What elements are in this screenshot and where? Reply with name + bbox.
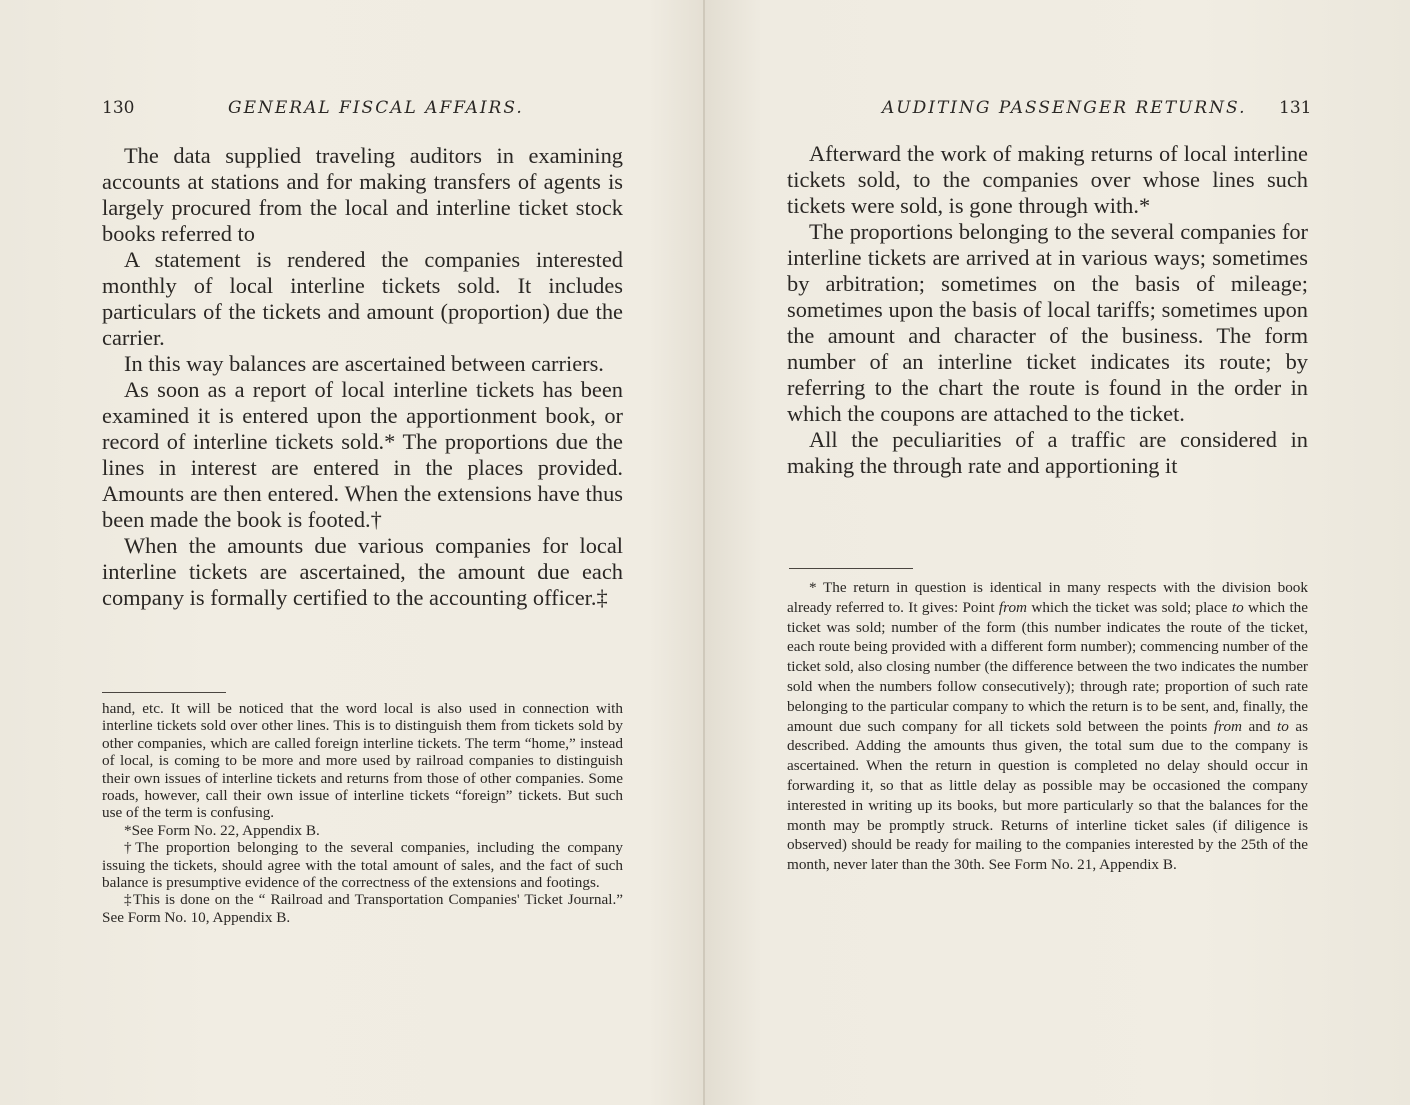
paragraph: When the amounts due various companies for local interline tickets are ascertained, the amount due each company is formally certified to the accounting officer.‡ <box>102 533 623 610</box>
footnote-rule <box>102 692 226 693</box>
running-head: GENERAL FISCAL AFFAIRS. <box>228 98 524 118</box>
paragraph: As soon as a report of local interline tickets has been examined it is entered upon the apportionment book, or record of interline tickets sold.* The proportions due the lines in interest are entered in the places provided. Amounts are then entered. When the extensions have thus been made the book is footed.† <box>102 377 623 532</box>
footnote-text: which the ticket was sold; number of the form (this number indicates the route of the ticket, each route being provided with a different form number); commencing number of the ticket sold, also closing number (the difference between the two indicates the number sold when the numbers follow consecutively); through rate; proportion of such rate belonging to the particular company to which the return is to be sent, and, finally, the amount due such company for all tickets sold between the points <box>787 598 1308 735</box>
footnote: *See Form No. 22, Appendix B. <box>124 821 320 839</box>
paragraph: All the peculiarities of a traffic are considered in making the through rate and apportioning it <box>787 427 1308 478</box>
footnote-text: * The return in question is identical in many respects with the division book already referred to. It gives: Point <box>787 579 1308 616</box>
footnote: ‡This is done on the “ Railroad and Transportation Companies' Ticket Journal.” See Form No. 10, Appendix B. <box>102 891 623 926</box>
footnote: hand, etc. It will be noticed that the word local is also used in connection with interline tickets sold over other lines. This is to distinguish them from tickets sold by other companies, which are called foreign interline tickets. The term “home,” instead of local, is coming to be more and more used by railroad companies to distinguish their own issues of interline tickets and returns from those of other companies. Some roads, however, call their own issue of interline tickets “foreign” tickets. But such use of the term is confusing. <box>102 700 623 822</box>
footnote-italic: from <box>998 598 1028 616</box>
paragraph: A statement is rendered the companies interested monthly of local interline tickets sold. It includes particulars of the tickets and amount (proportion) due the carrier. <box>102 247 623 350</box>
paragraph: The data supplied traveling auditors in examining accounts at stations and for making transfers of agents is largely procured from the local and interline ticket stock books referred to <box>102 143 623 246</box>
running-head: AUDITING PASSENGER RETURNS. <box>882 98 1247 118</box>
footnote-text: as described. Adding the amounts thus given, the total sum due to the company is ascertained. When the return in question is completed no delay should occur in forwarding it, so that as little delay as possible may be occasioned the company interested in writing up its books, but more particularly so that the balances for the month may be promptly struck. Returns of interline ticket sales (if diligence is observed) should be ready for mailing to the companies interested by the 25th of the month, never later than the 30th. See Form No. 21, Appendix B. <box>787 717 1309 874</box>
footnote-italic: from <box>1213 717 1243 735</box>
left-footnotes <box>102 700 623 926</box>
footnote <box>787 578 1308 875</box>
paragraph: Afterward the work of making returns of local interline tickets sold, to the companies over whose lines such tickets were sold, is gone through with.* <box>787 141 1308 218</box>
page-number: 131 <box>1279 98 1312 118</box>
footnote-italic: to <box>1231 598 1244 616</box>
footnote-text: which the ticket was sold; place <box>1027 598 1232 616</box>
paragraph: In this way balances are ascertained between carriers. <box>124 351 604 376</box>
paragraph: The proportions belonging to the several companies for interline tickets are arrived at in various ways; sometimes by arbitration; sometimes on the basis of mileage; sometimes upon the basis of local tariffs; sometimes upon the amount and character of the business. The form number of an interline ticket indicates its route; by referring to the chart the route is found in the order in which the coupons are attached to the ticket. <box>787 219 1308 426</box>
footnote-text: and <box>1242 717 1277 735</box>
footnote-rule <box>789 568 913 569</box>
right-page <box>705 0 1410 1105</box>
footnote-italic: to <box>1277 717 1289 735</box>
left-body <box>102 143 623 611</box>
page-number: 130 <box>102 98 135 118</box>
right-footnote <box>787 578 1308 875</box>
right-body <box>787 141 1308 479</box>
footnote: †The proportion belonging to the several companies, including the company issuing the tickets, should agree with the total amount of sales, and the fact of such balance is presumptive evidence of the correctness of the extensions and footings. <box>102 839 623 892</box>
